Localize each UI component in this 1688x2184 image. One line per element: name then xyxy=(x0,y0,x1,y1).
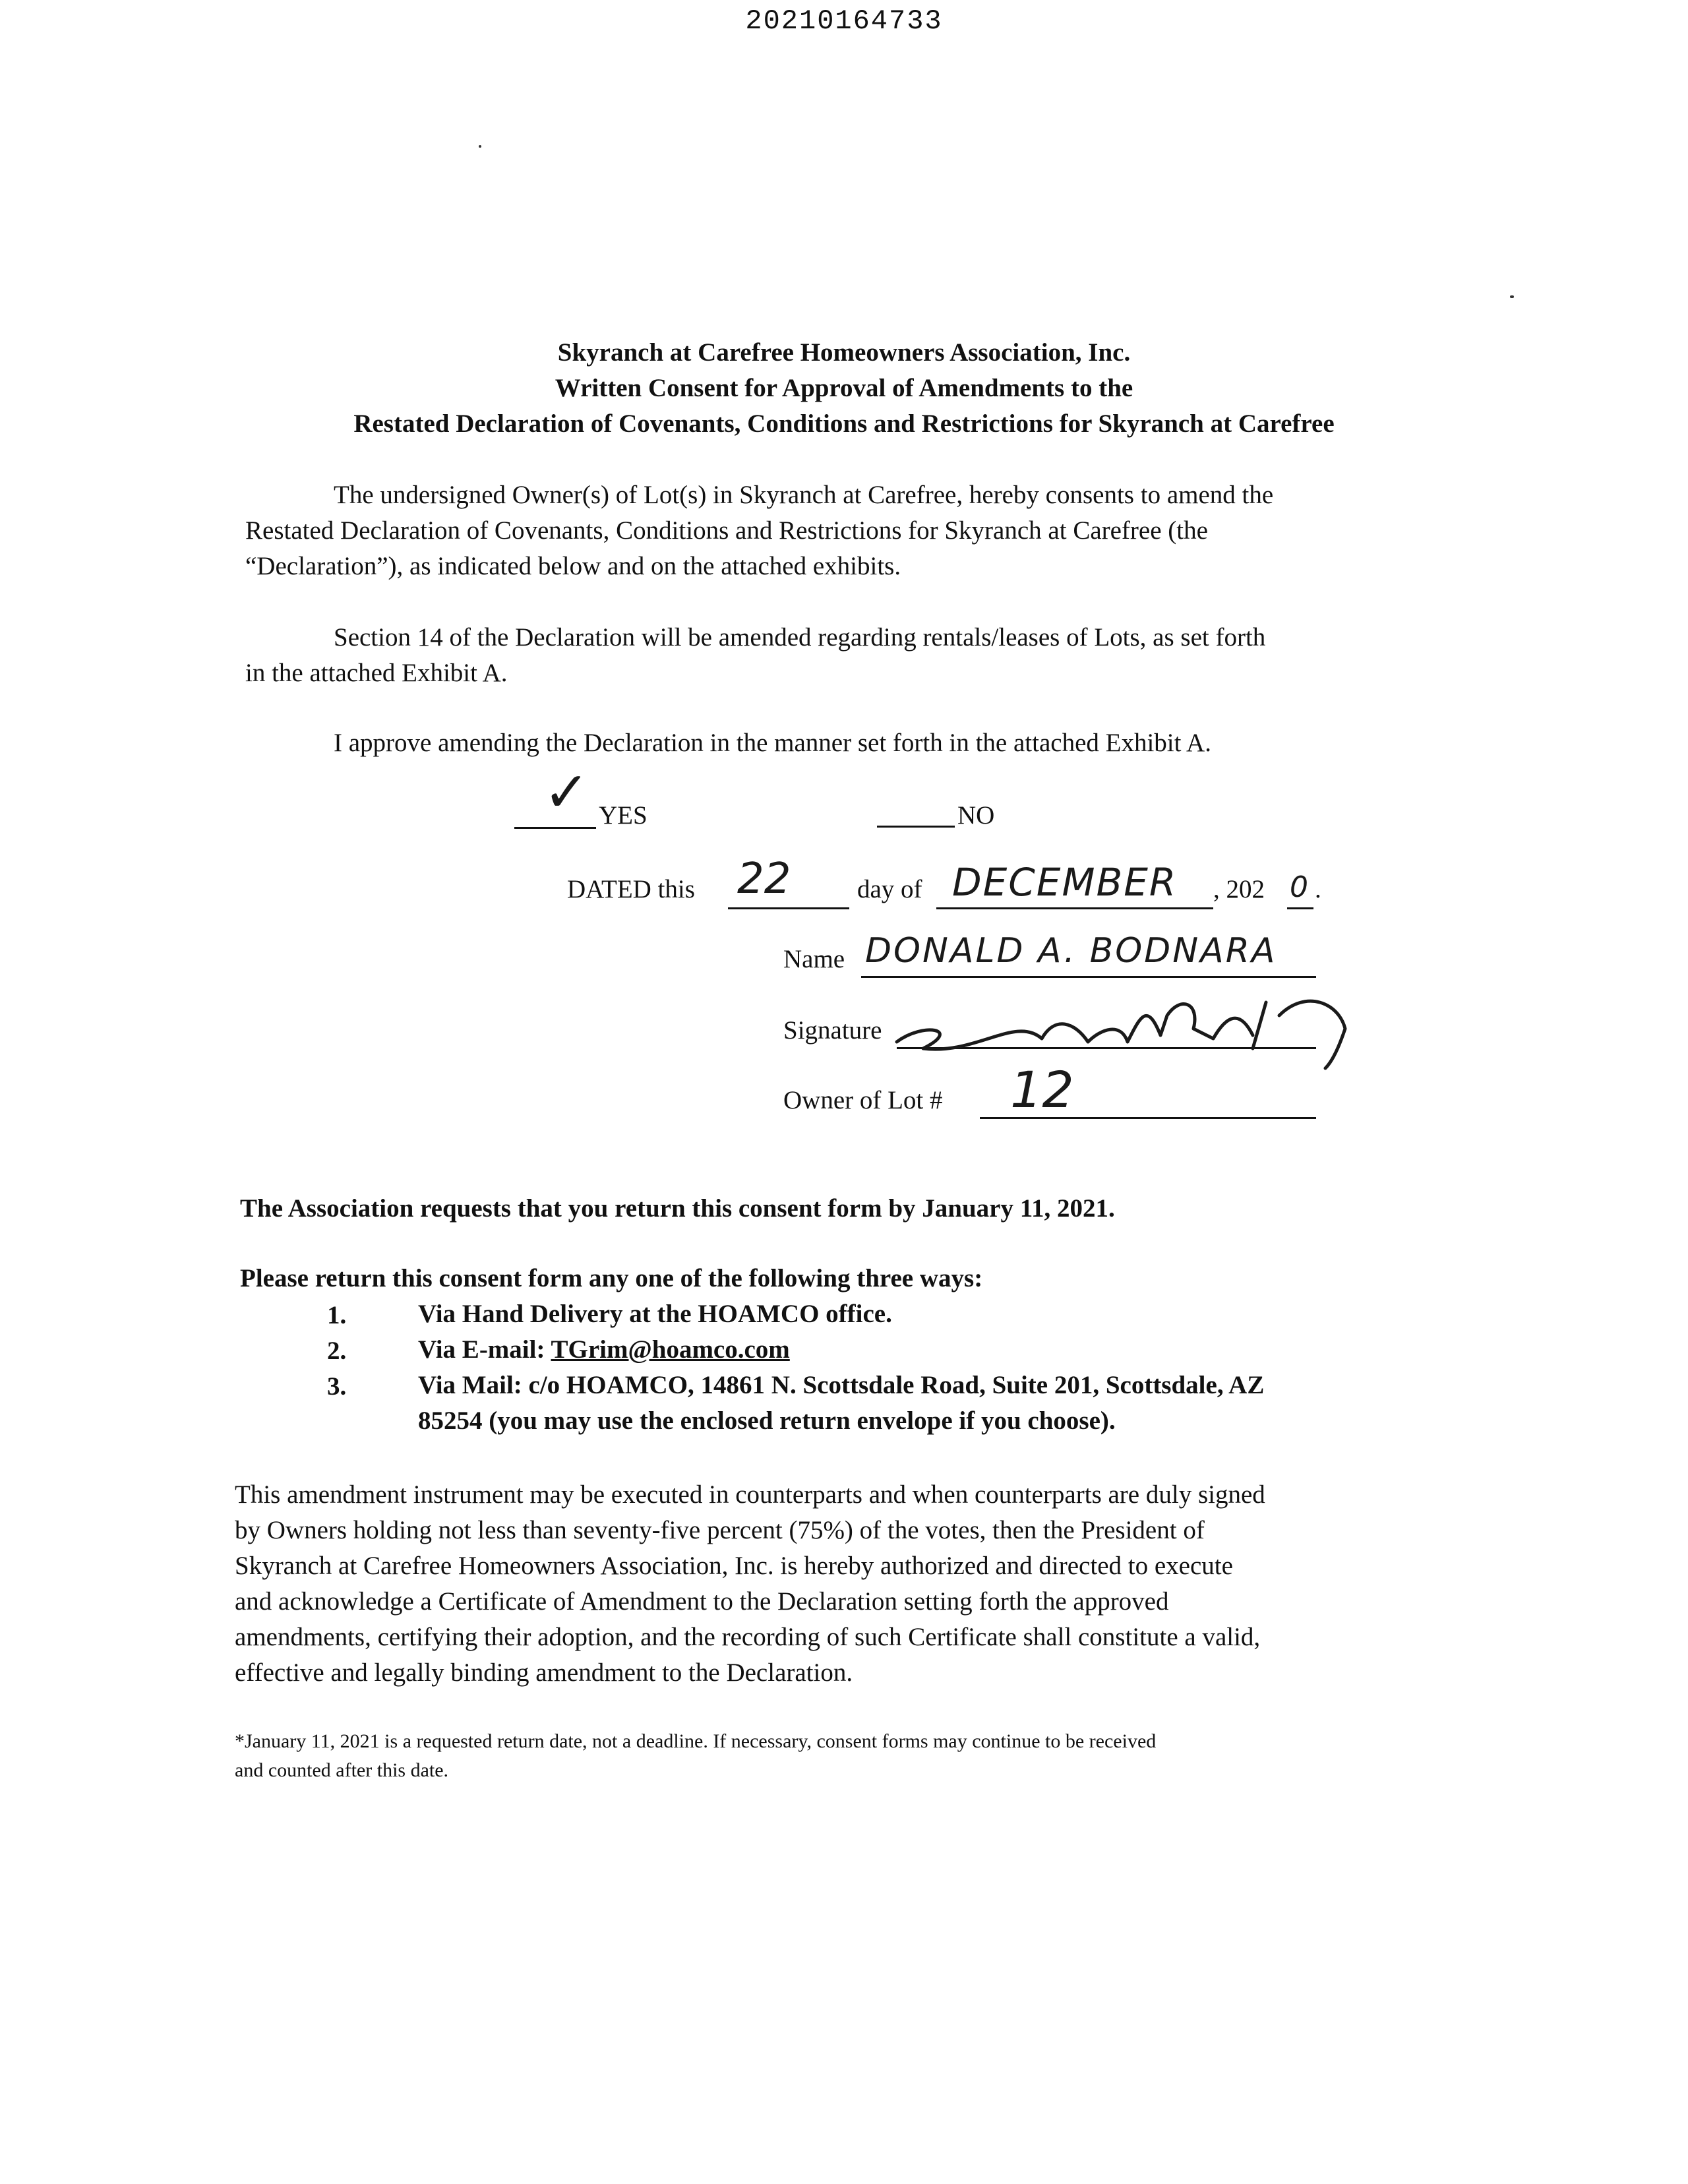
name-label: Name xyxy=(783,945,845,973)
return-method-email xyxy=(418,1332,790,1368)
scan-speck xyxy=(1510,295,1514,298)
name-field[interactable] xyxy=(861,931,1316,978)
no-label: NO xyxy=(957,801,995,830)
approve-statement: I approve amending the Declaration in the manner set forth in the attached Exhibit A. xyxy=(334,729,1211,757)
closing-line-3: Skyranch at Carefree Homeowners Association, Inc. is hereby authorized and directed to execute xyxy=(235,1552,1233,1580)
closing-line-1: This amendment instrument may be executed in counterparts and when counterparts are duly signed xyxy=(235,1480,1265,1509)
section-line-1: Section 14 of the Declaration will be amended regarding rentals/leases of Lots, as set forth xyxy=(334,623,1266,652)
intro-line-3: “Declaration”), as indicated below and on the attached exhibits. xyxy=(245,552,901,580)
return-heading: Please return this consent form any one of the following three ways: xyxy=(240,1264,983,1292)
footnote-line-1: *January 11, 2021 is a requested return date, not a deadline. If necessary, consent forms may continue to be received xyxy=(235,1730,1157,1752)
dated-label: DATED this xyxy=(567,875,695,903)
month-field[interactable] xyxy=(936,860,1213,909)
title-line-3: Restated Declaration of Covenants, Conditions and Restrictions for Skyranch at Carefree xyxy=(353,410,1335,438)
return-method-mail-line-1: Via Mail: c/o HOAMCO, 14861 N. Scottsdale Road, Suite 201, Scottsdale, AZ xyxy=(418,1371,1265,1399)
signature-label: Signature xyxy=(783,1016,882,1045)
closing-line-2: by Owners holding not less than seventy-five percent (75%) of the votes, then the President of xyxy=(235,1516,1205,1544)
year-period: . xyxy=(1315,875,1321,903)
return-method-mail-line-2: 85254 (you may use the enclosed return envelope if you choose). xyxy=(418,1407,1116,1435)
yes-checkbox[interactable] xyxy=(514,760,596,829)
owner-lot-value: 12 xyxy=(1010,1060,1074,1119)
title-line-1: Skyranch at Carefree Homeowners Association, Inc. xyxy=(557,338,1131,367)
return-method-number: 3. xyxy=(327,1372,347,1401)
email-label: Via E-mail: xyxy=(418,1335,551,1364)
checkmark-icon: ✓ xyxy=(543,760,590,824)
no-checkbox[interactable] xyxy=(877,782,955,828)
year-prefix: , 202 xyxy=(1213,875,1265,903)
return-method-hand-delivery: Via Hand Delivery at the HOAMCO office. xyxy=(418,1300,892,1328)
title-line-2: Written Consent for Approval of Amendments to the xyxy=(555,374,1133,402)
signature-image xyxy=(884,976,1372,1075)
return-method-number: 2. xyxy=(327,1337,347,1365)
year-field[interactable] xyxy=(1287,870,1313,909)
year-digit: 0 xyxy=(1290,870,1308,904)
name-value: DONALD A. BODNARA xyxy=(865,931,1277,971)
section-line-2: in the attached Exhibit A. xyxy=(245,659,508,687)
closing-line-6: effective and legally binding amendment to the Declaration. xyxy=(235,1658,853,1687)
document-number: 20210164733 xyxy=(745,5,943,37)
month-value: DECEMBER xyxy=(952,860,1178,905)
intro-line-1: The undersigned Owner(s) of Lot(s) in Skyranch at Carefree, hereby consents to amend the xyxy=(334,481,1274,509)
yes-label: YES xyxy=(599,801,648,830)
day-field[interactable] xyxy=(728,855,849,909)
email-link[interactable]: TGrim@hoamco.com xyxy=(551,1335,790,1364)
footnote-line-2: and counted after this date. xyxy=(235,1759,449,1781)
scan-speck xyxy=(479,145,481,148)
day-of-label: day of xyxy=(857,875,922,903)
signature-text: Donald A. Bo xyxy=(910,1068,918,1069)
day-value: 22 xyxy=(737,855,791,903)
closing-line-4: and acknowledge a Certificate of Amendment to the Declaration setting forth the approved xyxy=(235,1587,1169,1616)
owner-lot-label: Owner of Lot # xyxy=(783,1086,943,1114)
intro-line-2: Restated Declaration of Covenants, Conditions and Restrictions for Skyranch at Carefree (the xyxy=(245,516,1208,545)
closing-line-5: amendments, certifying their adoption, and the recording of such Certificate shall constitute a valid, xyxy=(235,1623,1261,1651)
return-method-number: 1. xyxy=(327,1301,347,1329)
owner-lot-field[interactable] xyxy=(980,1060,1316,1119)
request-statement: The Association requests that you return this consent form by January 11, 2021. xyxy=(240,1194,1115,1223)
